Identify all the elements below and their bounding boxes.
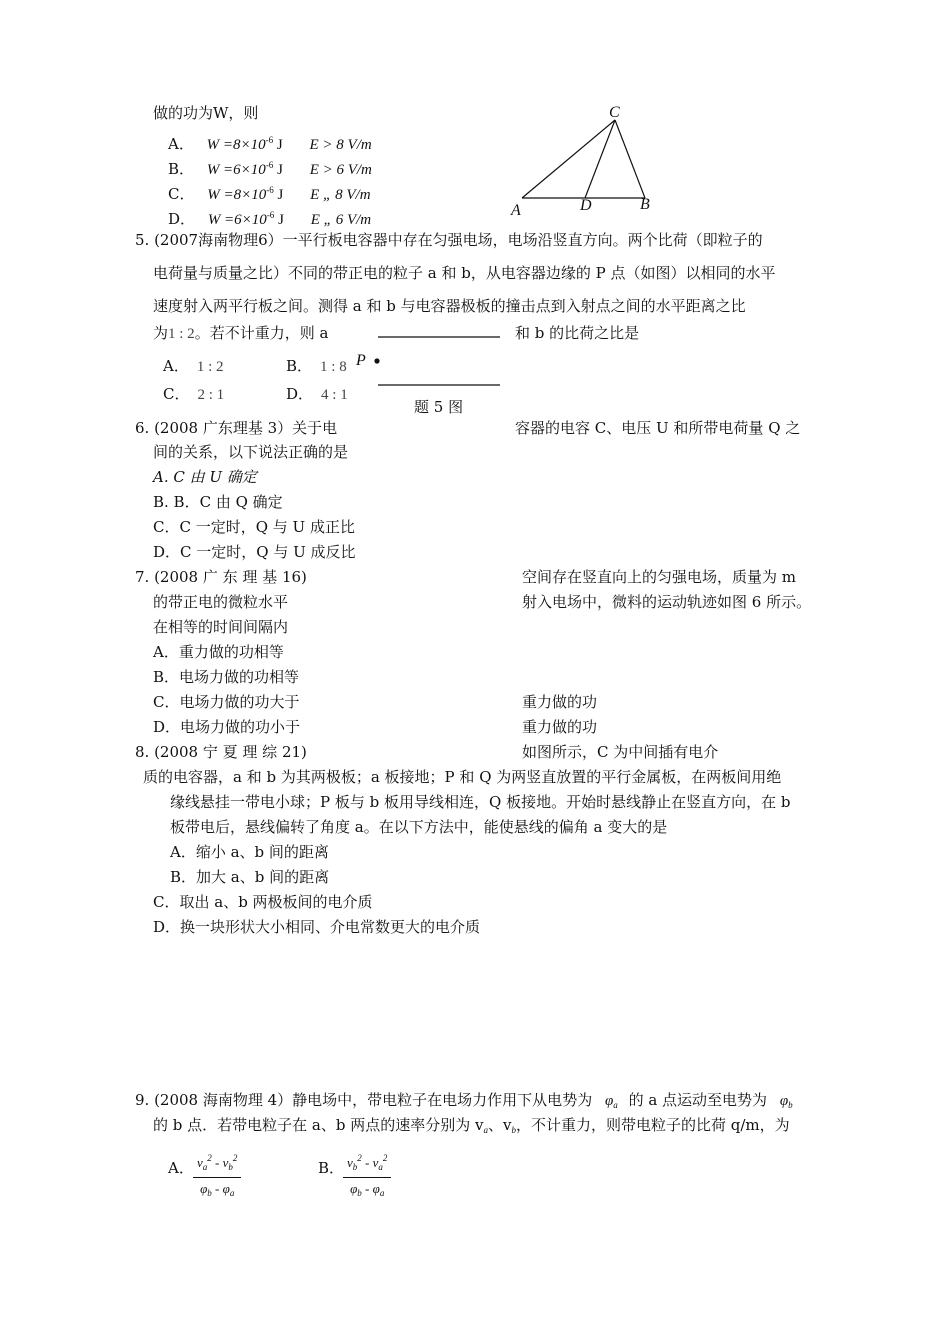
q9-option-a-fraction: $\frac{v_a^2 - v_b^2}{\varphi_b - \varphi_a}$ (193, 1148, 241, 1204)
q7-line3: 在相等的时间间隔内 (153, 618, 289, 636)
q9-option-a-label: A． (168, 1159, 194, 1177)
q8-line2: 质的电容器，a 和 b 为其两极板；a 板接地；P 和 Q 为两竖直放置的平行金属板，在两板间用绝 (143, 768, 782, 786)
q9-option-b-label: B． (318, 1159, 345, 1177)
capacitor-figure (355, 330, 515, 395)
q9-option-b-fraction: $\frac{v_b^2 - v_a^2}{\varphi_b - \varphi_a}$ (343, 1148, 391, 1204)
q6-line1b: 容器的电容 C、电压 U 和所带电荷量 Q 之 (515, 419, 801, 437)
q6-option-b: B. B．C 由 Q 确定 (153, 493, 283, 511)
q5-line4c: 和 b 的比荷之比是 (515, 324, 640, 342)
q9-line1: 9. (2008 海南物理 4）静电场中，带电粒子在电场力作用下从电势为 $\varphi_a$ 的 a 点运动至电势为 $\varphi_b$ (135, 1091, 793, 1110)
q7-option-d: D．电场力做的功小于 (153, 718, 301, 736)
label-a: A (511, 202, 521, 219)
q6-option-d: D．C 一定时，Q 与 U 成反比 (153, 543, 356, 561)
q7-option-a: A．重力做的功相等 (153, 643, 284, 661)
q5-option-b: B． 1 : 8 (286, 357, 347, 375)
q7-option-d-tail: 重力做的功 (522, 718, 598, 736)
q8-line1a: 8. (2008 宁 夏 理 综 21) (135, 743, 307, 761)
q5-option-d: D． 4 : 1 (286, 385, 348, 403)
q5-line1: 5. (2007海南物理6）一平行板电容器中存在匀强电场，电场沿竖直方向。两个比荷（即粒子的 (135, 231, 763, 249)
point-p (374, 358, 379, 363)
q4-option-d: D． $W =6\times 10^{-6}$ J E „ 6 V/m (168, 210, 372, 228)
label-p: P (356, 352, 366, 369)
q4-option-a: A． $W =8\times 10^{-6}$ J E > 8 V/m (168, 135, 372, 153)
q7-line2a: 的带正电的微粒水平 (153, 593, 289, 611)
label-d: D (580, 197, 592, 214)
q8-line4: 板带电后，悬线偏转了角度 a。在以下方法中，能使悬线的偏角 a 变大的是 (170, 818, 668, 836)
q5-option-a: A． 1 : 2 (163, 357, 224, 375)
q7-line1b: 空间存在竖直向上的匀强电场，质量为 m (522, 568, 796, 586)
side-ac (522, 120, 615, 198)
q8-option-a: A．缩小 a、b 间的距离 (170, 843, 329, 861)
q6-option-c: C．C 一定时，Q 与 U 成正比 (153, 518, 355, 536)
q7-line1a: 7. (2008 广 东 理 基 16) (135, 568, 307, 586)
q8-option-b: B．加大 a、b 间的距离 (170, 868, 330, 886)
q6-option-a: A. C 由 U 确定 (153, 468, 257, 486)
q9-line2: 的 b 点．若带电粒子在 a、b 两点的速率分别为 $v_a$、$v_b$，不计重力，则带电粒子的比荷 q/m，为 (153, 1116, 790, 1135)
q5-figure-caption: 题 5 图 (414, 398, 464, 416)
side-cb (615, 120, 645, 198)
q7-option-c-tail: 重力做的功 (522, 693, 598, 711)
q6-line1a: 6. (2008 广东理基 3）关于电 (135, 419, 338, 437)
segment-cd (585, 120, 615, 198)
q8-option-c: C．取出 a、b 两极板间的电介质 (153, 893, 373, 911)
q5-line3: 速度射入两平行板之间。测得 a 和 b 与电容器极板的撞击点到入射点之间的水平距离之比 (153, 297, 746, 315)
q5-line4a: 为1 : 2。若不计重力，则 a (153, 324, 329, 342)
q5-option-c: C． 2 : 1 (163, 385, 225, 403)
q8-option-d: D．换一块形状大小相同、介电常数更大的电介质 (153, 918, 481, 936)
label-b: B (640, 196, 650, 213)
q7-option-c: C．电场力做的功大于 (153, 693, 300, 711)
q6-line2: 间的关系，以下说法正确的是 (153, 443, 349, 461)
q4-option-b: B． $W =6\times 10^{-6}$ J E > 6 V/m (168, 160, 372, 178)
q4-stem-tail: 做的功为W，则 (153, 104, 259, 122)
q5-line2: 电荷量与质量之比）不同的带正电的粒子 a 和 b，从电容器边缘的 P 点（如图）以相同的水平 (153, 264, 776, 282)
q8-line1b: 如图所示，C 为中间插有电介 (522, 743, 719, 761)
q7-option-b: B．电场力做的功相等 (153, 668, 300, 686)
q4-option-c: C． $W =8\times 10^{-6}$ J E „ 8 V/m (168, 185, 371, 203)
q8-line3: 缘线悬挂一带电小球；P 板与 b 板用导线相连，Q 板接地。开始时悬线静止在竖直方向，在 b (170, 793, 791, 811)
q7-line2b: 射入电场中，微料的运动轨迹如图 6 所示。 (522, 593, 812, 611)
label-c: C (609, 104, 620, 121)
